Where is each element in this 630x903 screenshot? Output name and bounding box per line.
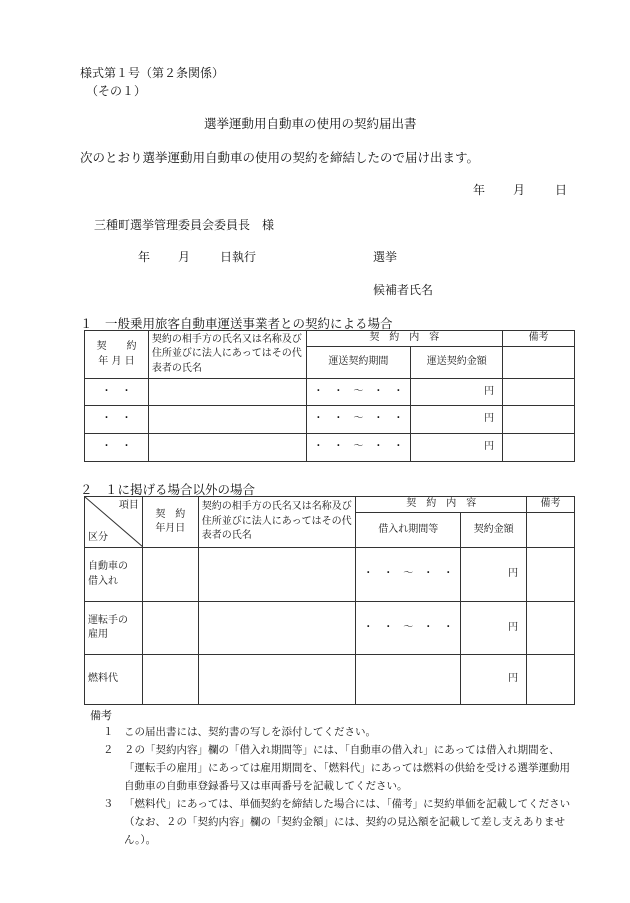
s1-row3-date: ・ ・ <box>85 434 149 462</box>
s2-row3-remarks <box>527 655 575 705</box>
s2-row2-remarks <box>527 602 575 655</box>
s1-header-remarks: 備考 <box>503 331 575 347</box>
s1-row3-period: ・ ・ ～ ・ ・ <box>306 434 411 462</box>
s2-header-amount: 契約金額 <box>461 513 527 548</box>
s1-row1-date: ・ ・ <box>85 379 149 406</box>
document-title: 選挙運動用自動車の使用の契約届出書 <box>204 116 417 131</box>
form-sub-number: （その１） <box>86 84 147 98</box>
note-3-number: ３ <box>103 798 114 810</box>
section1-table <box>84 330 575 462</box>
note-3-text: 「燃料代」にあっては、単価契約を締結した場合には、「備考」に契約単価を記載してください（なお、２の「契約内容」欄の「契約金額」には、契約の見込額を記載して差し支えありません。）。 <box>124 798 571 846</box>
s2-row1-date <box>142 548 198 602</box>
note-2-number: ２ <box>103 744 114 756</box>
s1-header-remarks-blank <box>503 347 575 379</box>
date-day-label: 日 <box>555 183 568 197</box>
section2-heading: ２ １に掲げる場合以外の場合 <box>80 482 256 497</box>
s2-row1-party <box>198 548 356 602</box>
s2-header-period: 借入れ期間等 <box>356 513 461 548</box>
s2-row2-amount: 円 <box>461 602 527 655</box>
s2-row1-amount: 円 <box>461 548 527 602</box>
table-row <box>85 602 575 655</box>
table-row <box>85 434 575 462</box>
form-number: 様式第１号（第２条関係） <box>80 66 225 80</box>
s2-header-date: 契 約 年月日 <box>142 497 198 548</box>
s2-row1-label: 自動車の 借入れ <box>85 548 143 602</box>
s2-header-item-category <box>85 497 143 548</box>
election-year-label: 年 <box>138 250 151 264</box>
table-row <box>85 406 575 434</box>
s1-row3-remarks <box>503 434 575 462</box>
s2-header-item: 項目 <box>118 500 139 511</box>
note-1-text: この届出書には、契約書の写しを添付してください。 <box>124 726 376 738</box>
addressee: 三種町選挙管理委員会委員長 様 <box>94 218 275 232</box>
s1-header-party: 契約の相手方の氏名又は名称及び住所並びに法人にあってはその代表者の氏名 <box>148 331 306 379</box>
date-month-label: 月 <box>513 183 526 197</box>
s2-header-remarks-blank <box>527 513 575 548</box>
s2-row1-period: ・ ・ ～ ・ ・ <box>356 548 461 602</box>
s1-row2-period: ・ ・ ～ ・ ・ <box>306 406 411 434</box>
s2-header-party: 契約の相手方の氏名又は名称及び住所並びに法人にあってはその代表者の氏名 <box>198 497 356 548</box>
s2-row3-date <box>142 655 198 705</box>
notes-heading: 備考 <box>90 709 112 722</box>
s2-header-category: 区分 <box>88 531 108 543</box>
section2-table <box>84 496 575 705</box>
s2-row2-party <box>198 602 356 655</box>
s1-row2-remarks <box>503 406 575 434</box>
s2-row3-amount: 円 <box>461 655 527 705</box>
date-year-label: 年 <box>473 183 486 197</box>
note-2-text: ２の「契約内容」欄の「借入れ期間等」には、「自動車の借入れ」にあっては借入れ期間を、「運転手の雇用」にあっては雇用期間を、「燃料代」にあっては燃料の供給を受ける選挙運動用自動車の自動車登録番号又は車両番号を記載してください。 <box>124 744 571 792</box>
s2-row3-label: 燃料代 <box>85 655 143 705</box>
s1-header-period: 運送契約期間 <box>306 347 411 379</box>
s2-header-contents: 契 約 内 容 <box>356 497 527 513</box>
s2-row2-period: ・ ・ ～ ・ ・ <box>356 602 461 655</box>
s2-row1-remarks <box>527 548 575 602</box>
table-row <box>85 379 575 406</box>
s1-row3-amount: 円 <box>411 434 503 462</box>
intro-text: 次のとおり選挙運動用自動車の使用の契約を締結したので届け出ます。 <box>80 150 480 165</box>
s2-row3-party <box>198 655 356 705</box>
election-day-label: 日執行 <box>220 250 257 264</box>
s1-row2-party <box>148 406 306 434</box>
s2-row2-date <box>142 602 198 655</box>
s1-row1-party <box>148 379 306 406</box>
s1-row1-period: ・ ・ ～ ・ ・ <box>306 379 411 406</box>
s1-row2-date: ・ ・ <box>85 406 149 434</box>
s1-row1-amount: 円 <box>411 379 503 406</box>
s1-row1-remarks <box>503 379 575 406</box>
section1-heading: １ 一般乗用旅客自動車運送事業者との契約による場合 <box>80 316 393 331</box>
table-row <box>85 655 575 705</box>
s2-header-remarks: 備考 <box>527 497 575 513</box>
candidate-name-label: 候補者氏名 <box>373 283 434 297</box>
s2-row3-period <box>356 655 461 705</box>
note-1-number: １ <box>103 726 114 738</box>
election-label: 選挙 <box>373 250 398 264</box>
s2-row2-label: 運転手の 雇用 <box>85 602 143 655</box>
s1-row2-amount: 円 <box>411 406 503 434</box>
s1-row3-party <box>148 434 306 462</box>
s1-header-date: 契 約 年 月 日 <box>85 331 149 379</box>
s1-header-contents: 契 約 内 容 <box>306 331 503 347</box>
s1-header-amount: 運送契約金額 <box>411 347 503 379</box>
election-month-label: 月 <box>178 250 191 264</box>
table-row <box>85 548 575 602</box>
